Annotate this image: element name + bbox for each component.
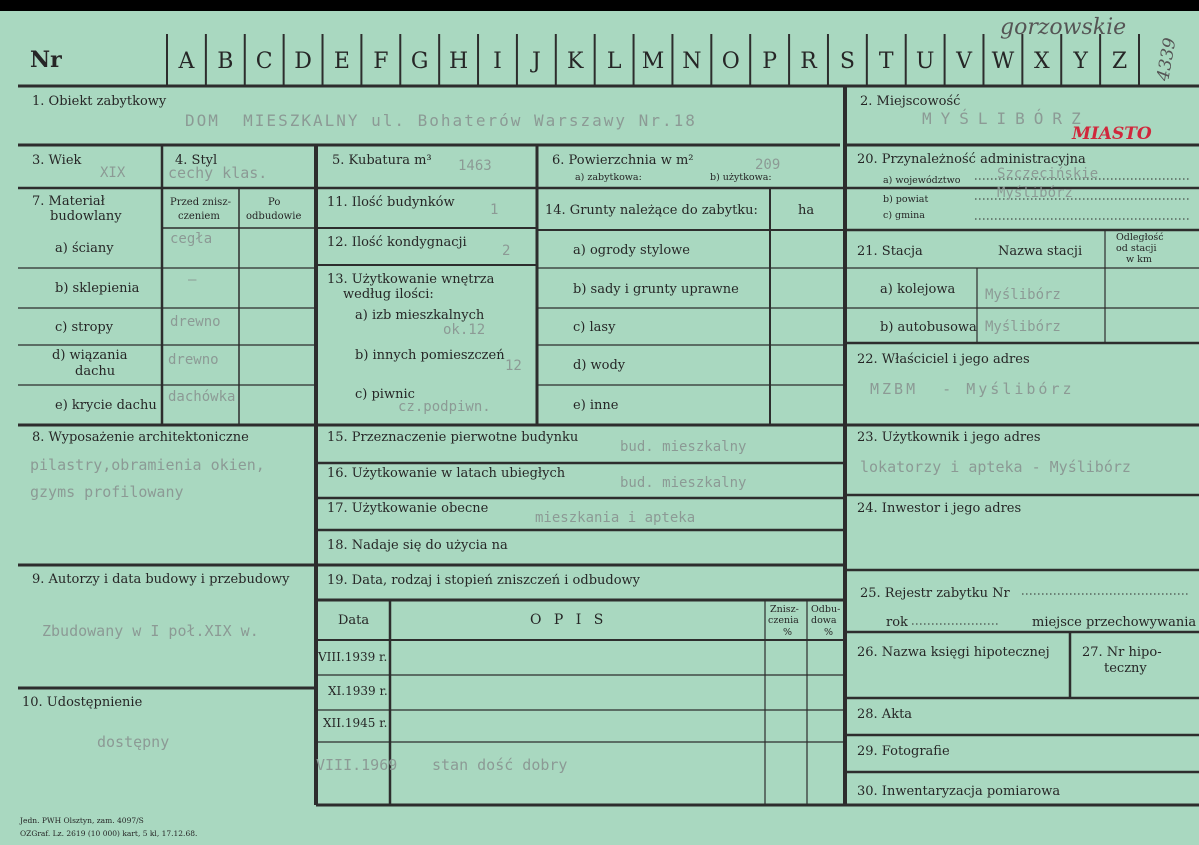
f16-value: bud. mieszkalny [620,475,747,491]
letter-m: M [641,49,665,74]
f20-a-value: Szczecińskie [997,166,1099,182]
f19-row-3-date: XII.1945 r. [323,716,388,730]
f13-a-value: ok.12 [443,322,486,338]
f19-row-4-date: VIII.1969 [316,756,398,774]
f5-value: 1463 [458,158,492,174]
f7-row-c-label: c) stropy [55,320,114,335]
f4-value: cechy klas. [168,164,268,182]
f7-row-d-value: drewno [168,352,219,368]
letter-index-row [167,34,1139,86]
nr-label: Nr [30,47,62,73]
letter-n: N [682,49,702,74]
f21-b-value: Myślibórz [985,319,1061,335]
footer-line-2: OZGraf. Lz. 2619 (10 000) kart, 5 kl, 17.12.68. [20,829,198,838]
letter-v: V [956,49,972,74]
f2-label: 2. Miejscowość [860,94,961,109]
f27-label-2: teczny [1104,661,1147,676]
f8-label: 8. Wyposażenie architektoniczne [32,430,249,445]
f24-label: 24. Inwestor i jego adres [857,501,1022,516]
f19-col-zn-1: Znisz- [770,604,799,615]
f6-sub-b: b) użytkowa: [710,172,772,183]
f6-label: 6. Powierzchnia w m² [552,153,694,168]
f25-miejsce-label: miejsce przechowywania [1032,615,1197,630]
f13-b-label: b) innych pomieszczeń [355,348,505,363]
f11-value: 1 [490,202,499,218]
f7-row-a-value: cegła [170,231,213,247]
f25-label: 25. Rejestr zabytku Nr [860,586,1010,601]
letter-u: U [915,49,935,74]
f7-row-e-value: dachówka [168,389,236,405]
f29-label: 29. Fotografie [857,744,950,759]
letter-z: Z [1111,49,1128,74]
f3-label: 3. Wiek [32,153,82,168]
f19-col-zn-3: % [783,627,793,638]
f5-label: 5. Kubatura m³ [332,153,432,168]
f21-a-label: a) kolejowa [880,282,956,297]
f14-label: 14. Grunty należące do zabytku: [545,203,758,218]
f16-label: 16. Użytkowanie w latach ubiegłych [327,466,566,481]
f3-value: XIX [100,165,126,181]
f14-row-a: a) ogrody stylowe [573,243,690,258]
f20-a-label: a) województwo [883,175,961,186]
f11-label: 11. Ilość budynków [327,195,455,210]
f7-col-before-1: Przed znisz- [170,197,231,208]
f7-row-b-label: b) sklepienia [55,281,140,296]
f23-label: 23. Użytkownik i jego adres [857,430,1041,445]
f28-label: 28. Akta [857,707,913,722]
f20-b-label: b) powiat [883,194,929,205]
f9-value: Zbudowany w I poł.XIX w. [42,622,259,640]
f7-row-a-label: a) ściany [55,241,114,256]
letter-e: E [333,49,350,74]
f22-value: MZBM - Myślibórz [870,380,1075,398]
f22-label: 22. Właściciel i jego adres [857,352,1030,367]
letter-d: D [294,49,312,74]
f23-value: lokatorzy i apteka - Myślibórz [860,458,1131,476]
letter-w: W [991,49,1015,74]
f7-row-b-value: – [188,272,197,288]
f21-a-value: Myślibórz [985,287,1061,303]
f13-a-label: a) izb mieszkalnych [355,308,485,323]
letter-t: T [878,49,894,74]
f7-row-d-label-1: d) wiązania [52,348,128,363]
f14-row-b: b) sady i grunty uprawne [573,282,739,297]
f6-sub-a: a) zabytkowa: [575,172,642,183]
f17-value: mieszkania i apteka [535,510,696,526]
f19-col-zn-2: czenia [768,615,799,626]
f19-row-1-date: VIII.1939 r. [318,650,388,664]
f1-label: 1. Obiekt zabytkowy [32,94,167,109]
f19-col-od-2: dowa [811,615,837,626]
letter-y: Y [1073,49,1088,74]
letter-k: K [567,49,584,74]
f21-col-name: Nazwa stacji [998,244,1083,259]
f12-value: 2 [502,243,511,259]
f15-value: bud. mieszkalny [620,439,747,455]
annotation-number: 4339 [1153,36,1181,83]
letter-o: O [721,49,740,74]
f18-label: 18. Nadaje się do użycia na [327,538,508,553]
f10-value: dostępny [97,733,170,751]
f13-b-value: 12 [505,358,522,374]
f21-col-dist-2: od stacji [1116,243,1157,254]
f9-label: 9. Autorzy i data budowy i przebudowy [32,572,290,587]
f19-col-opis: O P I S [530,612,608,628]
f7-row-d-label-2: dachu [75,364,116,379]
f19-col-od-1: Odbu- [811,604,841,615]
f21-col-dist-3: w km [1126,254,1152,265]
f2-stamp: MIASTO [1072,124,1152,144]
f21-col-dist-1: Odległość [1116,232,1164,243]
f8-line1: pilastry,obramienia okien, [30,456,265,474]
letter-c: C [255,49,273,74]
f26-label: 26. Nazwa księgi hipotecznej [857,645,1050,660]
letter-g: G [410,49,429,74]
f30-label: 30. Inwentaryzacja pomiarowa [857,784,1061,799]
f14-row-e: e) inne [573,398,619,413]
f27-label-1: 27. Nr hipo- [1082,645,1162,660]
f19-row-2-date: XI.1939 r. [328,684,388,698]
f19-label: 19. Data, rodzaj i stopień zniszczeń i odbudowy [327,573,641,588]
footer-line-1: Jedn. PWH Olsztyn, zam. 4097/S [20,816,144,825]
letter-l: L [606,49,622,74]
f20-label: 20. Przynależność administracyjna [857,152,1086,167]
f20-c-label: c) gmina [883,210,925,221]
f19-col-data: Data [338,613,370,628]
f10-label: 10. Udostępnienie [22,695,143,710]
letter-i: I [493,49,502,74]
letter-s: S [839,49,855,74]
f7-row-e-label: e) krycie dachu [55,398,157,413]
letter-p: P [762,49,778,74]
f7-label-1: 7. Materiał [32,194,105,209]
letter-j: J [531,49,541,74]
f20-b-value: Myślibórz [997,185,1073,201]
f7-row-c-value: drewno [170,314,221,330]
letter-a: A [178,49,195,74]
letter-f: F [373,49,389,74]
f21-label: 21. Stacja [857,244,923,259]
letter-x: X [1033,49,1050,74]
f1-value: DOM MIESZKALNY ul. Bohaterów Warszawy Nr.18 [185,111,697,130]
f19-col-od-3: % [824,627,834,638]
letter-r: R [800,49,817,74]
letter-b: B [217,49,234,74]
f21-b-label: b) autobusowa [880,320,977,335]
f14-unit: ha [798,203,815,218]
f8-line2: gzyms profilowany [30,483,184,501]
f14-row-c: c) lasy [573,320,616,335]
f19-row-4-desc: stan dość dobry [432,756,568,774]
f12-label: 12. Ilość kondygnacji [327,235,467,250]
f4-label: 4. Styl [175,153,218,168]
f7-col-after-1: Po [268,197,281,208]
annotation-region: gorzowskie [1000,15,1127,40]
f13-c-value: cz.podpiwn. [398,399,491,415]
f17-label: 17. Użytkowanie obecne [327,501,489,516]
f7-col-after-2: odbudowie [246,211,302,222]
f7-col-before-2: czeniem [178,211,220,222]
letter-h: H [449,49,469,74]
f13-label-1: 13. Użytkowanie wnętrza [327,272,495,287]
f7-label-2: budowlany [50,209,122,224]
f15-label: 15. Przeznaczenie pierwotne budynku [327,430,579,445]
f25-rok-label: rok [886,615,908,630]
f13-label-2: według ilości: [343,287,434,302]
f6-value: 209 [755,157,781,173]
scan-edge [0,0,1199,11]
f2-value: MYŚLIBÓRZ [922,109,1090,128]
f13-c-label: c) piwnic [355,387,415,402]
f14-row-d: d) wody [573,358,626,373]
